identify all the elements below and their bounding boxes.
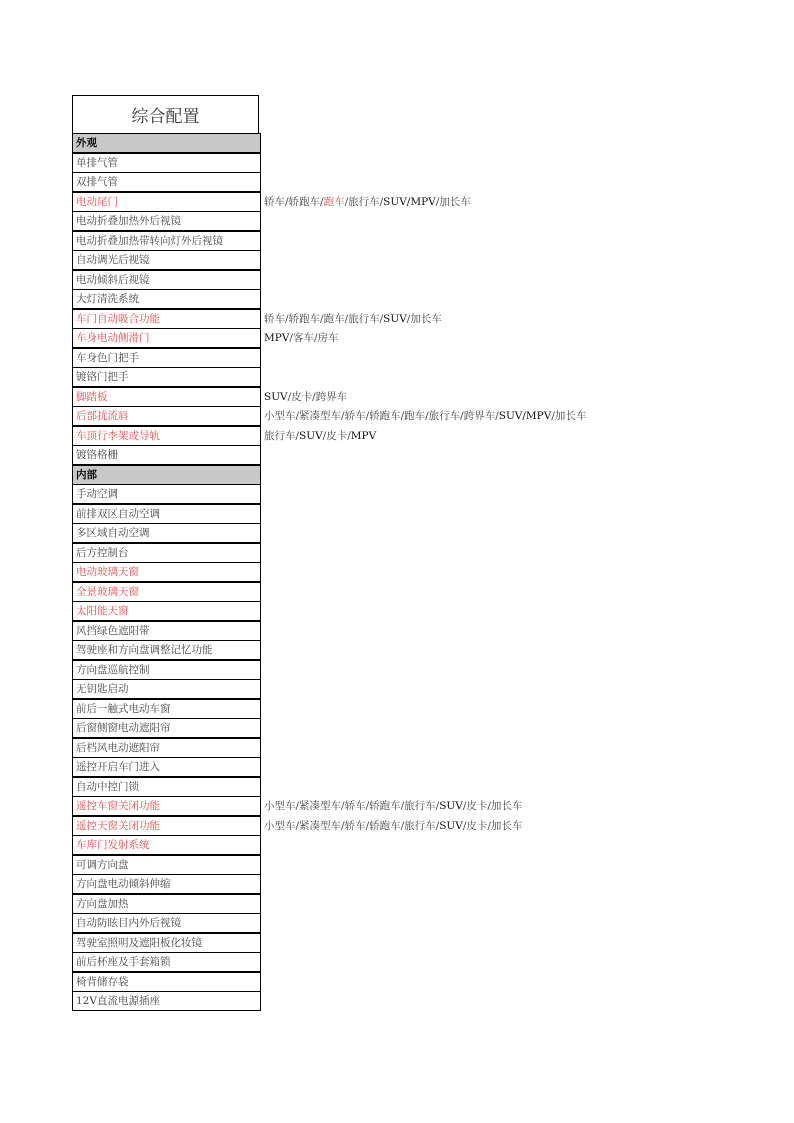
- section-row: [72, 133, 259, 153]
- table-row: [72, 562, 259, 582]
- vehicle-type-note: [264, 426, 376, 446]
- table-row: [72, 172, 259, 192]
- note-segment: 跑车: [323, 195, 345, 208]
- note-segment: /皮卡/加长车: [462, 819, 523, 832]
- feature-label: 遥控车窗关闭功能: [72, 796, 261, 816]
- feature-label: 手动空调: [72, 484, 261, 504]
- feature-label: 方向盘加热: [72, 894, 261, 914]
- feature-label: 多区域自动空调: [72, 523, 261, 543]
- table-row: [72, 348, 259, 368]
- table-row: [72, 504, 259, 524]
- note-segment: /皮卡/加长车: [462, 800, 523, 812]
- table-row: [72, 367, 259, 387]
- feature-label: 车门自动吸合功能: [72, 309, 261, 329]
- table-row: [72, 991, 259, 1011]
- feature-label: 前排双区自动空调: [72, 504, 261, 524]
- feature-label: 电动折叠加热外后视镜: [72, 211, 261, 231]
- feature-label: 椅背储存袋: [72, 972, 261, 992]
- vehicle-type-note: [264, 192, 471, 212]
- feature-label: 大灯清洗系统: [72, 289, 261, 309]
- table-row: [72, 601, 259, 621]
- feature-label: 可调方向盘: [72, 855, 261, 875]
- table-row: [72, 855, 259, 875]
- feature-label: 脚踏板: [72, 387, 261, 407]
- note-segment: MPV: [350, 429, 377, 442]
- feature-label: 车顶行李架或导轨: [72, 426, 261, 446]
- table-row: [72, 660, 259, 680]
- vehicle-type-note: [264, 816, 522, 836]
- feature-label: 后方控制台: [72, 543, 261, 563]
- table-row: [72, 913, 259, 933]
- note-segment: SUV: [299, 429, 323, 442]
- section-row: [72, 465, 259, 485]
- feature-label: 前后杯座及手套箱锁: [72, 952, 261, 972]
- table-row: [72, 192, 471, 212]
- feature-label: 电动折叠加热带转向灯外后视镜: [72, 231, 261, 251]
- config-sheet: [72, 95, 587, 1011]
- note-segment: /加长车: [435, 195, 471, 208]
- table-row: [72, 309, 442, 329]
- note-segment: SUV: [439, 819, 463, 832]
- note-segment: /皮卡/: [322, 429, 351, 442]
- sheet-title: 综合配置: [72, 95, 259, 133]
- table-row: [72, 250, 259, 270]
- note-segment: /加长车: [406, 312, 442, 325]
- table-row: [72, 445, 259, 465]
- vehicle-type-note: [264, 796, 522, 816]
- feature-label: 方向盘电动倾斜伸缩: [72, 874, 261, 894]
- feature-label: 无钥匙启动: [72, 679, 261, 699]
- section-header: 内部: [72, 465, 261, 485]
- note-segment: SUV/MPV: [383, 195, 436, 208]
- note-segment: SUV: [439, 800, 463, 812]
- feature-label: 前后一触式电动车窗: [72, 699, 261, 719]
- table-row: [72, 328, 339, 348]
- config-rows: [72, 133, 587, 1011]
- feature-label: 驾驶座和方向盘调整记忆功能: [72, 640, 261, 660]
- table-row: [72, 796, 523, 816]
- feature-label: 电动尾门: [72, 192, 261, 212]
- vehicle-type-note: [264, 309, 442, 329]
- vehicle-type-note: [264, 328, 338, 348]
- feature-label: 太阳能天窗: [72, 601, 261, 621]
- table-row: [72, 874, 259, 894]
- table-row: [72, 972, 259, 992]
- table-row: [72, 231, 259, 251]
- feature-label: 自动中控门锁: [72, 777, 261, 797]
- table-row: [72, 699, 259, 719]
- vehicle-type-note: [264, 387, 347, 407]
- note-segment: 小型车/紧凑型车/轿车/轿跑车/跑车/旅行车/跨界车/: [264, 410, 499, 422]
- note-segment: SUV: [264, 390, 288, 403]
- note-segment: SUV/MPV: [498, 410, 552, 422]
- feature-label: 方向盘巡航控制: [72, 660, 261, 680]
- feature-label: 自动调光后视镜: [72, 250, 261, 270]
- note-segment: 小型车/紧凑型车/轿车/轿跑车/旅行车/: [264, 800, 440, 812]
- note-segment: /皮卡/跨界车: [287, 390, 348, 403]
- note-segment: 旅行车/: [264, 429, 300, 442]
- table-row: [72, 211, 259, 231]
- table-row: [72, 640, 259, 660]
- note-segment: /旅行车/: [344, 195, 384, 208]
- section-header: 外观: [72, 133, 261, 153]
- feature-label: 镀铬格栅: [72, 445, 261, 465]
- feature-label: 双排气管: [72, 172, 261, 192]
- note-segment: /客车/房车: [289, 332, 339, 344]
- table-row: [72, 952, 259, 972]
- table-row: [72, 757, 259, 777]
- note-segment: 轿车/轿跑车/: [264, 195, 324, 208]
- table-row: [72, 679, 259, 699]
- table-row: [72, 543, 259, 563]
- feature-label: 车库门发射系统: [72, 835, 261, 855]
- table-row: [72, 835, 259, 855]
- feature-label: 单排气管: [72, 153, 261, 173]
- note-segment: 轿车/轿跑车/跑车/旅行车/: [264, 312, 384, 325]
- note-segment: MPV: [264, 332, 290, 344]
- feature-label: 后档风电动遮阳帘: [72, 738, 261, 758]
- feature-label: 遥控天窗关闭功能: [72, 816, 261, 836]
- feature-label: 风挡绿色遮阳带: [72, 621, 261, 641]
- table-row: [72, 738, 259, 758]
- feature-label: 后窗侧窗电动遮阳帘: [72, 718, 261, 738]
- table-row: [72, 582, 259, 602]
- table-row: [72, 816, 523, 836]
- table-row: [72, 153, 259, 173]
- table-row: [72, 621, 259, 641]
- note-segment: 小型车/紧凑型车/轿车/轿跑车/旅行车/: [264, 819, 440, 832]
- vehicle-type-note: [264, 406, 586, 426]
- table-row: [72, 933, 259, 953]
- feature-label: 驾驶室照明及遮阳板化妆镜: [72, 933, 261, 953]
- table-row: [72, 270, 259, 290]
- table-row: [72, 894, 259, 914]
- feature-label: 镀铬门把手: [72, 367, 261, 387]
- feature-label: 全景玻璃天窗: [72, 582, 261, 602]
- feature-label: 电动玻璃天窗: [72, 562, 261, 582]
- table-row: [72, 718, 259, 738]
- feature-label: 遥控开启车门进入: [72, 757, 261, 777]
- table-row: [72, 777, 259, 797]
- note-segment: /加长车: [551, 410, 587, 422]
- feature-label: 自动防眩目内外后视镜: [72, 913, 261, 933]
- table-row: [72, 289, 259, 309]
- feature-label: 12V直流电源插座: [72, 991, 261, 1011]
- feature-label: 后部扰流唇: [72, 406, 261, 426]
- table-row: [72, 387, 348, 407]
- feature-label: 车身色门把手: [72, 348, 261, 368]
- feature-label: 电动倾斜后视镜: [72, 270, 261, 290]
- table-row: [72, 406, 587, 426]
- table-row: [72, 523, 259, 543]
- table-row: [72, 484, 259, 504]
- feature-label: 车身电动侧滑门: [72, 328, 261, 348]
- note-segment: SUV: [383, 312, 407, 325]
- table-row: [72, 426, 377, 446]
